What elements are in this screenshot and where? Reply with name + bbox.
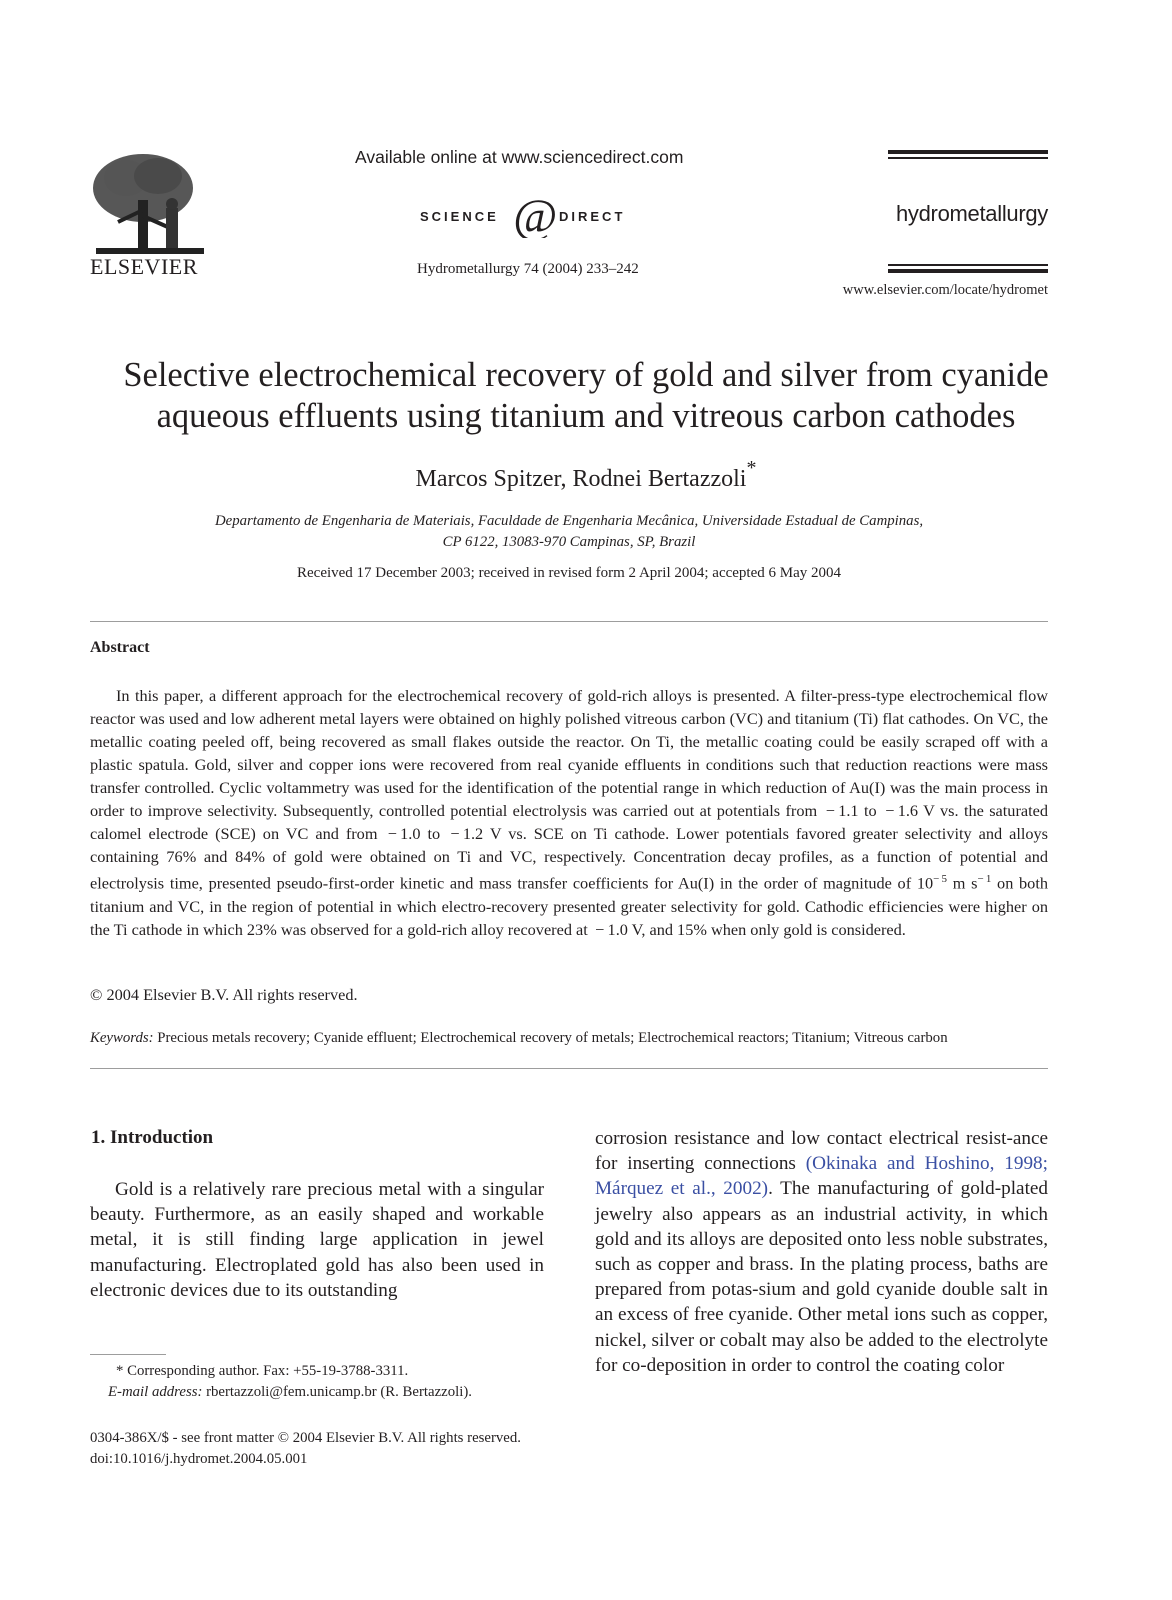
section-heading: 1. Introduction [91, 1127, 214, 1148]
citation-link[interactable]: (Okinaka and Hoshino, 1998; Márquez et al., 2002) [595, 1153, 1048, 1200]
corresponding-author-note: * Corresponding author. Fax: +55-19-3788-3311. [116, 1363, 409, 1379]
abstract-copyright: © 2004 Elsevier B.V. All rights reserved. [90, 985, 358, 1004]
sciencedirect-left-text: SCIENCE [420, 209, 499, 224]
exponent: − 5 [933, 873, 948, 886]
author-names: Marcos Spitzer, Rodnei Bertazzoli [415, 466, 747, 492]
header-rule [888, 264, 1048, 266]
journal-reference: Hydrometallurgy 74 (2004) 233–242 [417, 261, 639, 277]
affiliation-line: CP 6122, 13083-970 Campinas, SP, Brazil [442, 534, 696, 550]
sciencedirect-logo [416, 190, 656, 238]
email-label: E-mail address: [108, 1384, 203, 1400]
title-line: Selective electrochemical recovery of gold and silver from cyanide [123, 356, 1049, 394]
abstract-part: In this paper, a different approach for the electrochemical recovery of gold-rich alloys is presented. A filter-press-type electrochemical flow reactor was used and low adherent metal layers were obtained on highly polished vitreous carbon (VC) and titanium (Ti) flat cathodes. On VC, the metallic coating peeled off, being recovered as small flakes outside the reactor. On Ti, the metallic coating could be easily scraped off with a plastic spatula. Gold, silver and copper ions were recovered from real cyanide effluents in conditions such that reduction reactions were mass transfer controlled. Cyclic voltammetry was used for the identification of the potential range in which reduction of Au(I) was the main process in order to improve selectivity. Subsequently, controlled potential electrolysis was carried out at potentials from − 1.1 to − 1.6 V vs. the saturated calomel electrode (SCE) on VC and from − 1.0 to − 1.2 V vs. SCE on Ti cathode. Lower potentials favored greater selectivity and alloys containing 76% and 84% of gold were obtained on Ti and VC, respectively. Concentration decay profiles, as a function of potential and electrolysis time, presented pseudo-first-order kinetic and mass transfer coefficients for Au(I) in the order of magnitude of 10 [90, 686, 1048, 893]
header-rule [888, 269, 1048, 273]
received-dates: Received 17 December 2003; received in revised form 2 April 2004; accepted 6 May 2004 [297, 565, 841, 581]
available-online-text: Available online at www.sciencedirect.com [355, 147, 684, 167]
article-title [60, 355, 1112, 437]
sciencedirect-right-text: DIRECT [559, 209, 626, 224]
title-line: aqueous effluents using titanium and vitreous carbon cathodes [156, 397, 1016, 435]
keywords-text: Precious metals recovery; Cyanide effluent; Electrochemical recovery of metals; Electrochemical reactors; Titanium; Vitreous carbon [153, 1030, 948, 1046]
paragraph-part: corrosion resistance and low contact electrical resist-ance for inserting connections [595, 1128, 1048, 1175]
affiliation-line: Departamento de Engenharia de Materiais, Faculdade de Engenharia Mecânica, Universidade Estadual de Campinas, [214, 513, 924, 529]
right-column-text [595, 1126, 1048, 1378]
divider [90, 1068, 1048, 1069]
abstract-part: m s [947, 873, 978, 893]
issn-line: 0304-386X/$ - see front matter © 2004 Elsevier B.V. All rights reserved. [90, 1430, 521, 1446]
journal-name: hydrometallurgy [895, 201, 1048, 226]
divider [90, 621, 1048, 622]
email-address[interactable]: rbertazzoli@fem.unicamp.br (R. Bertazzoli). [202, 1384, 472, 1400]
abstract-heading: Abstract [90, 639, 150, 656]
journal-url[interactable]: www.elsevier.com/locate/hydromet [842, 282, 1048, 298]
header-rule [888, 150, 1048, 154]
corresponding-mark: * [746, 457, 757, 479]
header-rule [888, 157, 1048, 159]
publisher-name: ELSEVIER [90, 254, 198, 279]
exponent: − 1 [977, 873, 992, 886]
abstract-text [90, 684, 1048, 941]
footnote-rule [90, 1354, 166, 1355]
email-note [108, 1382, 472, 1402]
keywords-label: Keywords: [90, 1030, 154, 1046]
doi-line[interactable]: doi:10.1016/j.hydromet.2004.05.001 [90, 1451, 308, 1467]
paragraph-part: . The manufacturing of gold-plated jewelry also appears as an industrial activity, in which gold and its alloys are deposited onto less noble substrates, such as copper and brass. In the plating process, baths are prepared from potas-sium and gold cyanide double salt in an excess of free cyanide. Other metal ions such as copper, nickel, silver or cobalt may also be added to the electrolyte for co-deposition in order to control the coating color [595, 1178, 1049, 1376]
svg-text:@: @ [513, 190, 558, 238]
left-column-text: Gold is a relatively rare precious metal with a singular beauty. Furthermore, as an easily shaped and workable metal, it is still finding large application in jewel manufacturing. Electroplated gold has also been used in electronic devices due to its outstanding [90, 1179, 544, 1301]
affiliation [90, 511, 1048, 553]
keywords [90, 1030, 1048, 1047]
authors [60, 457, 1112, 493]
abstract-part: on both titanium and VC, in the region of potential in which electro-recovery presented greater selectivity for gold. Cathodic efficiencies were higher on the Ti cathode in which 23% was observed for a gold-rich alloy recovered at − 1.0 V, and 15% when only gold is considered. [90, 873, 1048, 939]
bottom-info [90, 1428, 521, 1470]
